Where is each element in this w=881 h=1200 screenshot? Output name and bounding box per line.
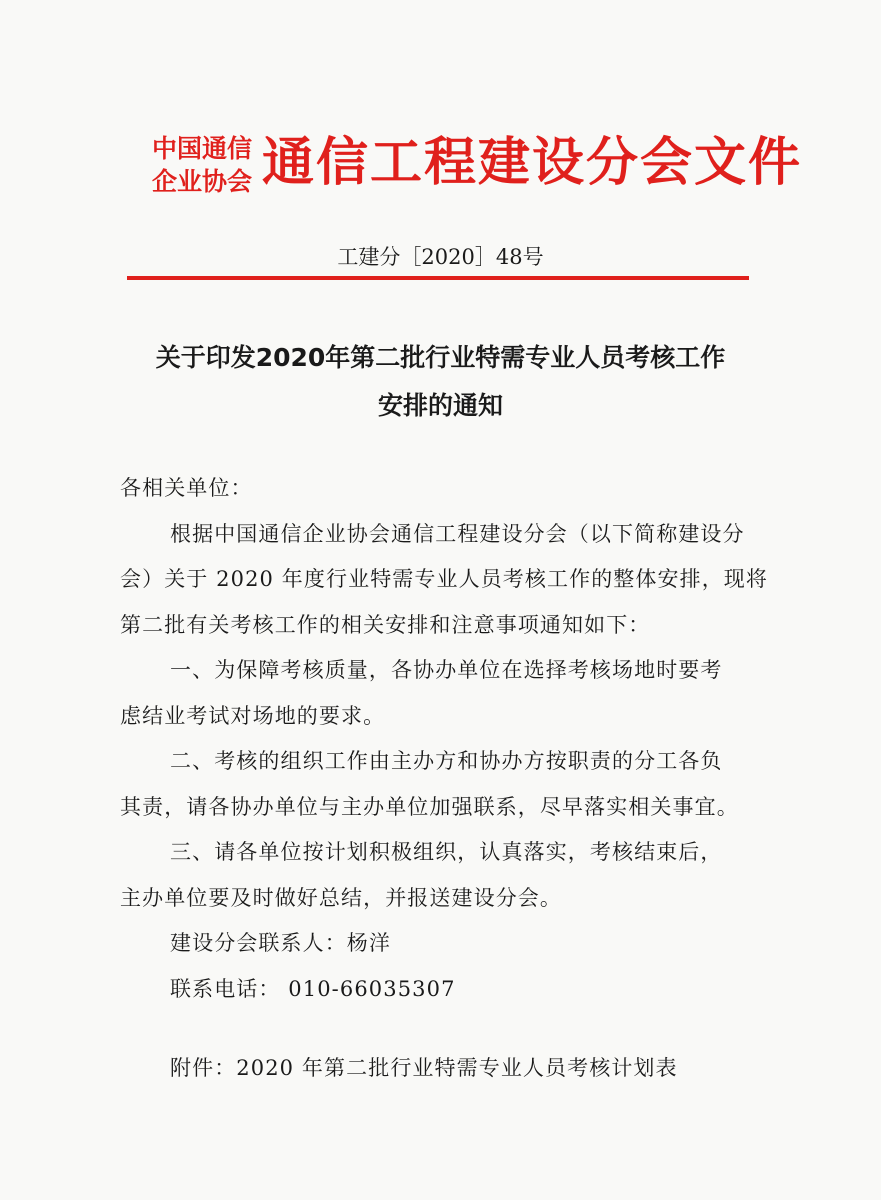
- issuing-organization: [152, 132, 262, 198]
- contact-phone: 联系电话： 010-66035307: [170, 976, 456, 1001]
- org-name-line-2: 企业协会: [152, 167, 253, 196]
- document-number: 工建分［2020］48号: [337, 245, 544, 269]
- attachment-note: 附件：2020 年第二批行业特需专业人员考核计划表: [170, 1056, 678, 1080]
- notice-title-line-2: 安排的通知: [377, 391, 503, 420]
- body-line: 第二批有关考核工作的相关安排和注意事项通知如下：: [120, 612, 651, 637]
- body-line: 二、考核的组织工作由主办方和协办方按职责的分工各负: [170, 749, 723, 773]
- notice-title: [0, 334, 881, 430]
- body-line: 根据中国通信企业协会通信工程建设分会（以下简称建设分: [170, 521, 745, 546]
- notice-title-line-1: 关于印发2020年第二批行业特需专业人员考核工作: [155, 343, 726, 372]
- body-line: 其责，请各协办单位与主办单位加强联系，尽早落实相关事宜。: [120, 794, 739, 819]
- salutation: 各相关单位：: [120, 476, 253, 500]
- body-line: 主办单位要及时做好总结，并报送建设分会。: [120, 885, 562, 910]
- red-header-divider: [127, 276, 749, 280]
- contact-person: 建设分会联系人：杨洋: [170, 931, 391, 955]
- notice-body: [120, 466, 768, 1012]
- body-line: 三、请各单位按计划积极组织，认真落实，考核结束后，: [170, 840, 723, 864]
- body-line: 会）关于 2020 年度行业特需专业人员考核工作的整体安排，现将: [120, 567, 768, 591]
- body-line: 虑结业考试对场地的要求。: [120, 703, 386, 728]
- document-header-title: 通信工程建设分会文件: [262, 132, 803, 193]
- body-line: 一、为保障考核质量，各协办单位在选择考核场地时要考: [170, 658, 723, 682]
- org-name-line-1: 中国通信: [152, 134, 253, 163]
